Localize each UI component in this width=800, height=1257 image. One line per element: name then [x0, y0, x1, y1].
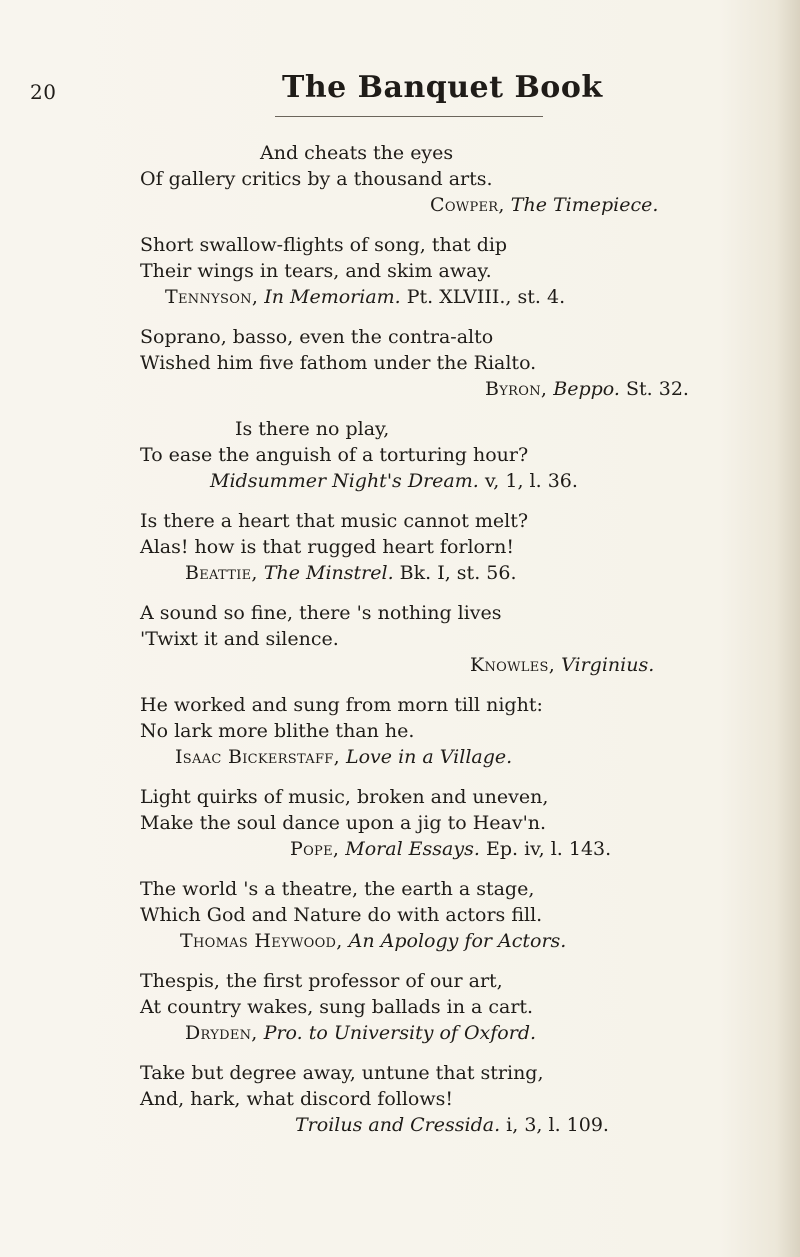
author-name: Tennyson, [165, 286, 259, 308]
verse-line: Is there no play, [235, 418, 390, 440]
work-title: Troilus and Cressida. [295, 1114, 501, 1136]
attribution [140, 284, 760, 310]
page-number: 20 [30, 80, 57, 104]
verse-line: At country wakes, sung ballads in a cart. [140, 996, 534, 1018]
attribution [140, 744, 760, 770]
verse-line: Of gallery critics by a thousand arts. [140, 168, 493, 190]
attribution [140, 192, 760, 218]
attribution [140, 1020, 760, 1046]
author-name: Pope, [290, 838, 340, 860]
verse-line: Is there a heart that music cannot melt? [140, 510, 529, 532]
work-title: Love in a Village. [346, 746, 513, 768]
page-header [0, 70, 800, 112]
attribution [140, 560, 760, 586]
attribution [140, 376, 760, 402]
verse-line: Make the soul dance upon a jig to Heav'n. [140, 812, 547, 834]
work-title: In Memoriam. [264, 286, 401, 308]
reference: Pt. XLVIII., st. 4. [406, 286, 566, 308]
verse-line: Light quirks of music, broken and uneven, [140, 786, 549, 808]
verse-line: Short swallow-flights of song, that dip [140, 234, 508, 256]
verse-line: Which God and Nature do with actors fill. [140, 904, 543, 926]
work-title: Moral Essays. [345, 838, 480, 860]
verse-line: Thespis, the first professor of our art, [140, 970, 503, 992]
verse-line: Alas! how is that rugged heart forlorn! [140, 536, 514, 558]
quotation-entry [140, 784, 760, 862]
quotation-entry [140, 600, 760, 678]
verse-line: No lark more blithe than he. [140, 720, 415, 742]
author-name: Dryden, [185, 1022, 258, 1044]
attribution [140, 652, 760, 678]
reference: v, 1, l. 36. [484, 470, 578, 492]
reference: Bk. I, st. 56. [399, 562, 517, 584]
work-title: The Minstrel. [263, 562, 394, 584]
verse-line: To ease the anguish of a torturing hour? [140, 444, 529, 466]
verse-line: And, hark, what discord follows! [140, 1088, 454, 1110]
running-title: The Banquet Book [282, 70, 603, 105]
quotation-entry [140, 508, 760, 586]
verse-line: The world 's a theatre, the earth a stage, [140, 878, 535, 900]
verse-line: He worked and sung from morn till night: [140, 694, 543, 716]
quotation-entry [140, 968, 760, 1046]
attribution [140, 468, 760, 494]
quotation-entry [140, 416, 760, 494]
attribution [140, 928, 760, 954]
quotation-entry [140, 876, 760, 954]
header-rule [275, 116, 543, 117]
attribution [140, 1112, 760, 1138]
work-title: Virginius. [561, 654, 655, 676]
work-title: An Apology for Actors. [348, 930, 567, 952]
quotation-entry [140, 232, 760, 310]
quotation-entry [140, 140, 760, 218]
work-title: Midsummer Night's Dream. [210, 470, 479, 492]
reference: i, 3, l. 109. [506, 1114, 609, 1136]
verse-line: 'Twixt it and silence. [140, 628, 339, 650]
attribution [140, 836, 760, 862]
author-name: Thomas Heywood, [180, 930, 343, 952]
work-title: The Timepiece. [510, 194, 659, 216]
author-name: Byron, [485, 378, 548, 400]
quotation-entry [140, 692, 760, 770]
author-name: Cowper, [430, 194, 505, 216]
verse-line: Wished him five fathom under the Rialto. [140, 352, 537, 374]
verse-line: Their wings in tears, and skim away. [140, 260, 492, 282]
author-name: Knowles, [470, 654, 556, 676]
author-name: Isaac Bickerstaff, [175, 746, 340, 768]
work-title: Beppo. [553, 378, 620, 400]
reference: St. 32. [626, 378, 689, 400]
reference: Ep. iv, l. 143. [485, 838, 612, 860]
verse-line: Soprano, basso, even the contra-alto [140, 326, 494, 348]
quotations [140, 140, 760, 1152]
verse-line: A sound so fine, there 's nothing lives [140, 602, 502, 624]
author-name: Beattie, [185, 562, 258, 584]
quotation-entry [140, 1060, 760, 1138]
work-title: Pro. to University of Oxford. [263, 1022, 537, 1044]
verse-line: And cheats the eyes [260, 142, 454, 164]
verse-line: Take but degree away, untune that string, [140, 1062, 544, 1084]
quotation-entry [140, 324, 760, 402]
